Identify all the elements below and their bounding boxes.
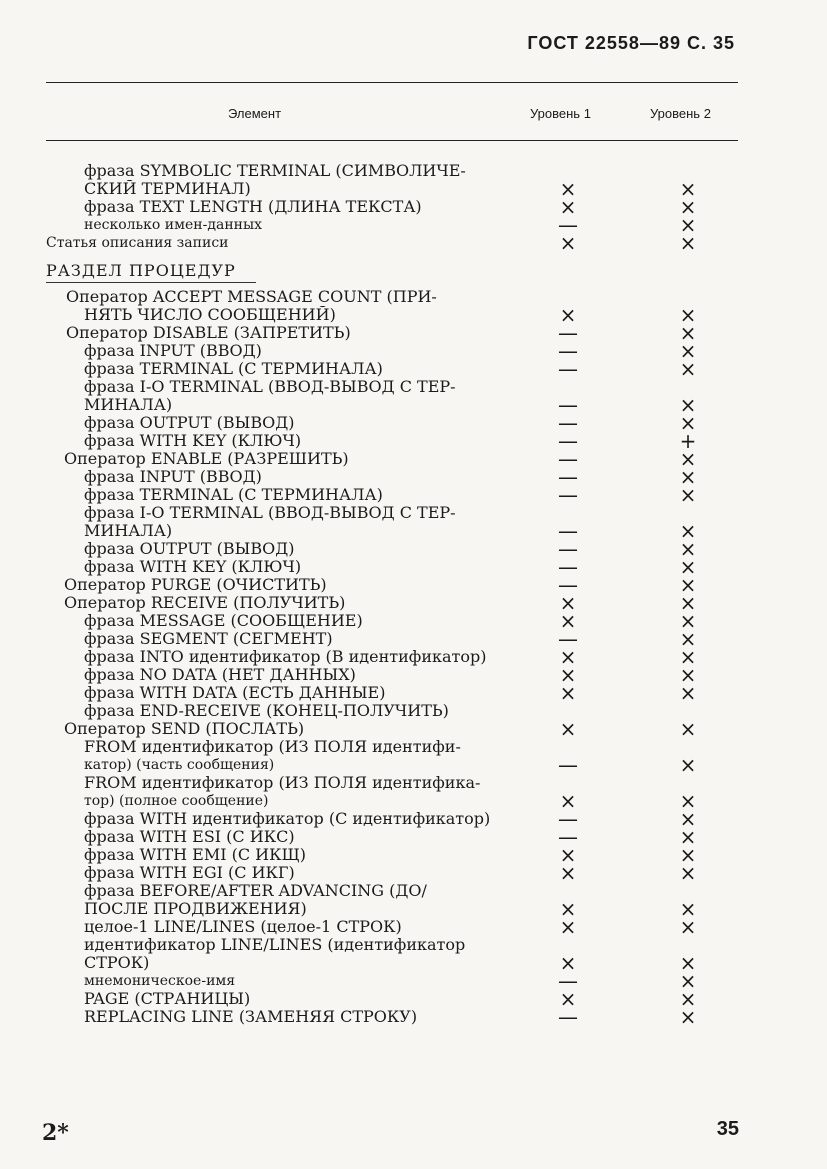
- row-label: фраза INTO идентификатор (В идентификатор): [84, 648, 487, 666]
- level1-mark: ×: [559, 789, 577, 813]
- row-label: фраза TERMINAL (С ТЕРМИНАЛА): [84, 486, 383, 504]
- row-label: целое-1 LINE/LINES (целое-1 СТРОК): [84, 918, 402, 936]
- row-label: фраза INPUT (ВВОД): [84, 342, 262, 360]
- row-label: тор) (полное сообщение): [84, 793, 269, 809]
- table-row: [0, 969, 827, 993]
- level1-mark: —: [558, 555, 578, 579]
- level2-mark: ×: [679, 537, 697, 561]
- table-row: [0, 861, 827, 885]
- row-label: PAGE (СТРАНИЦЫ): [84, 990, 251, 1008]
- level2-mark: ×: [679, 807, 697, 831]
- level1-mark: —: [558, 519, 578, 543]
- level1-mark: —: [558, 969, 578, 993]
- level2-mark: ×: [679, 789, 697, 813]
- table-row: [0, 288, 827, 306]
- level1-mark: ×: [559, 681, 577, 705]
- level1-mark: —: [558, 537, 578, 561]
- table-row: [0, 573, 827, 597]
- table-row: [0, 702, 827, 720]
- level2-mark: ×: [679, 195, 697, 219]
- level1-mark: —: [558, 627, 578, 651]
- row-label: фраза I-O TERMINAL (ВВОД-ВЫВОД С ТЕР-: [84, 378, 456, 396]
- level2-mark: ×: [679, 303, 697, 327]
- level2-mark: ×: [679, 843, 697, 867]
- section-underline: [46, 282, 256, 283]
- level1-mark: ×: [559, 915, 577, 939]
- row-label: фраза WITH EGI (С ИКГ): [84, 864, 295, 882]
- level2-mark: ×: [679, 861, 697, 885]
- level1-mark: ×: [559, 231, 577, 255]
- row-label: СТРОК): [84, 954, 150, 972]
- row-label: фраза OUTPUT (ВЫВОД): [84, 414, 295, 432]
- table-row: [0, 609, 827, 633]
- row-label: идентификатор LINE/LINES (идентификатор: [84, 936, 466, 954]
- row-label: СКИЙ ТЕРМИНАЛ): [84, 180, 251, 198]
- table-row: [0, 303, 827, 327]
- table-row: [0, 774, 827, 792]
- row-label: фраза WITH KEY (КЛЮЧ): [84, 432, 302, 450]
- row-label: несколько имен-данных: [84, 217, 263, 233]
- level2-mark: ×: [679, 627, 697, 651]
- row-label: Оператор SEND (ПОСЛАТЬ): [64, 720, 305, 738]
- row-label: МИНАЛА): [84, 396, 173, 414]
- level1-mark: ×: [559, 663, 577, 687]
- level1-mark: —: [558, 1005, 578, 1029]
- section-title: РАЗДЕЛ ПРОЦЕДУР: [46, 261, 236, 280]
- level2-mark: ×: [679, 357, 697, 381]
- level2-mark: ×: [679, 987, 697, 1011]
- level1-mark: ×: [559, 591, 577, 615]
- table-row: [0, 537, 827, 561]
- level2-mark: ×: [679, 681, 697, 705]
- row-label: Статья описания записи: [46, 235, 229, 251]
- table-row: [0, 213, 827, 237]
- level2-mark: ×: [679, 663, 697, 687]
- table-row: [0, 915, 827, 939]
- level1-mark: ×: [559, 195, 577, 219]
- level2-mark: ×: [679, 339, 697, 363]
- level2-mark: +: [679, 429, 697, 453]
- row-label: Оператор ENABLE (РАЗРЕШИТЬ): [64, 450, 349, 468]
- level2-mark: ×: [679, 969, 697, 993]
- level1-mark: —: [558, 357, 578, 381]
- level1-mark: ×: [559, 897, 577, 921]
- level2-mark: ×: [679, 411, 697, 435]
- level2-mark: ×: [679, 573, 697, 597]
- table-row: [0, 162, 827, 180]
- row-label: FROM идентификатор (ИЗ ПОЛЯ идентифика-: [84, 774, 481, 792]
- level1-mark: —: [558, 573, 578, 597]
- table-row: [0, 378, 827, 396]
- level1-mark: ×: [559, 645, 577, 669]
- level2-mark: ×: [679, 519, 697, 543]
- column-header-element: Элемент: [228, 106, 282, 121]
- table-row: [0, 825, 827, 849]
- table-row: [0, 411, 827, 435]
- level1-mark: ×: [559, 177, 577, 201]
- table-row: [0, 1005, 827, 1029]
- row-label: фраза WITH EMI (С ИКЩ): [84, 846, 307, 864]
- table-row: [0, 681, 827, 705]
- row-label: Оператор ACCEPT MESSAGE COUNT (ПРИ-: [66, 288, 437, 306]
- level1-mark: ×: [559, 861, 577, 885]
- level1-mark: ×: [559, 843, 577, 867]
- level2-mark: ×: [679, 465, 697, 489]
- column-header-level2: Уровень 2: [650, 106, 711, 121]
- table-row: [0, 753, 827, 777]
- row-label: фраза MESSAGE (СООБЩЕНИЕ): [84, 612, 363, 630]
- page-header: ГОСТ 22558—89 С. 35: [527, 33, 735, 53]
- table-row: [0, 789, 827, 813]
- level1-mark: ×: [559, 987, 577, 1011]
- table-row: [0, 951, 827, 975]
- level1-mark: ×: [559, 609, 577, 633]
- row-label: катор) (часть сообщения): [84, 757, 275, 773]
- row-label: фраза SYMBOLIC TERMINAL (СИМВОЛИЧЕ-: [84, 162, 466, 180]
- level1-mark: —: [558, 411, 578, 435]
- table-row: [0, 483, 827, 507]
- level2-mark: ×: [679, 825, 697, 849]
- table-row: [0, 645, 827, 669]
- level1-mark: ×: [559, 717, 577, 741]
- table-row: [0, 504, 827, 522]
- level1-mark: —: [558, 825, 578, 849]
- table-row: [0, 882, 827, 900]
- level1-mark: ×: [559, 951, 577, 975]
- table-row: [0, 591, 827, 615]
- row-label: фраза WITH идентификатор (С идентификатор): [84, 810, 491, 828]
- level1-mark: —: [558, 429, 578, 453]
- row-label: фраза SEGMENT (СЕГМЕНТ): [84, 630, 333, 648]
- row-label: фраза TEXT LENGTH (ДЛИНА ТЕКСТА): [84, 198, 422, 216]
- level2-mark: ×: [679, 1005, 697, 1029]
- level2-mark: ×: [679, 609, 697, 633]
- table-row: [0, 195, 827, 219]
- level2-mark: ×: [679, 591, 697, 615]
- level2-mark: ×: [679, 447, 697, 471]
- level1-mark: —: [558, 321, 578, 345]
- level2-mark: ×: [679, 231, 697, 255]
- table-row: [0, 627, 827, 651]
- level1-mark: —: [558, 393, 578, 417]
- row-label: фраза TERMINAL (С ТЕРМИНАЛА): [84, 360, 383, 378]
- level2-mark: ×: [679, 717, 697, 741]
- table-row: [0, 663, 827, 687]
- row-label: фраза OUTPUT (ВЫВОД): [84, 540, 295, 558]
- column-header-level1: Уровень 1: [530, 106, 591, 121]
- level2-mark: ×: [679, 951, 697, 975]
- table-row: [0, 555, 827, 579]
- level2-mark: ×: [679, 555, 697, 579]
- table-row: [0, 987, 827, 1011]
- level2-mark: ×: [679, 645, 697, 669]
- table-row: [0, 447, 827, 471]
- row-label: фраза WITH ESI (С ИКС): [84, 828, 295, 846]
- table-row: [0, 429, 827, 453]
- row-label: фраза WITH KEY (КЛЮЧ): [84, 558, 302, 576]
- level1-mark: —: [558, 447, 578, 471]
- level2-mark: ×: [679, 483, 697, 507]
- table-row: [0, 177, 827, 201]
- table-row: [0, 717, 827, 741]
- table-row: [0, 339, 827, 363]
- level2-mark: ×: [679, 177, 697, 201]
- level1-mark: —: [558, 753, 578, 777]
- level1-mark: —: [558, 483, 578, 507]
- row-label: фраза BEFORE/AFTER ADVANCING (ДО/: [84, 882, 427, 900]
- level2-mark: ×: [679, 753, 697, 777]
- table-row: [0, 897, 827, 921]
- row-label: НЯТЬ ЧИСЛО СООБЩЕНИЙ): [84, 306, 336, 324]
- level2-mark: ×: [679, 393, 697, 417]
- table-row: [0, 807, 827, 831]
- row-label: ПОСЛЕ ПРОДВИЖЕНИЯ): [84, 900, 307, 918]
- row-label: Оператор DISABLE (ЗАПРЕТИТЬ): [66, 324, 351, 342]
- level2-mark: ×: [679, 213, 697, 237]
- table-row: [0, 393, 827, 417]
- table-row: [0, 357, 827, 381]
- table-row: [0, 936, 827, 954]
- row-label: фраза WITH DATA (ЕСТЬ ДАННЫЕ): [84, 684, 386, 702]
- level1-mark: —: [558, 465, 578, 489]
- top-rule: [46, 82, 738, 83]
- table-row: [0, 738, 827, 756]
- level1-mark: —: [558, 213, 578, 237]
- row-label: фраза INPUT (ВВОД): [84, 468, 262, 486]
- row-label: Оператор PURGE (ОЧИСТИТЬ): [64, 576, 327, 594]
- row-label: МИНАЛА): [84, 522, 173, 540]
- row-label: Оператор RECEIVE (ПОЛУЧИТЬ): [64, 594, 346, 612]
- level1-mark: ×: [559, 303, 577, 327]
- header-rule: [46, 140, 738, 141]
- level2-mark: ×: [679, 915, 697, 939]
- table-row: [0, 231, 827, 255]
- table-row: [0, 465, 827, 489]
- level2-mark: ×: [679, 897, 697, 921]
- row-label: фраза I-O TERMINAL (ВВОД-ВЫВОД С ТЕР-: [84, 504, 456, 522]
- level1-mark: —: [558, 807, 578, 831]
- row-label: фраза END-RECEIVE (КОНЕЦ-ПОЛУЧИТЬ): [84, 702, 449, 720]
- level1-mark: —: [558, 339, 578, 363]
- footer-left: 2*: [42, 1120, 69, 1146]
- level2-mark: ×: [679, 321, 697, 345]
- table-row: [0, 321, 827, 345]
- table-row: [0, 519, 827, 543]
- row-label: фраза NO DATA (НЕТ ДАННЫХ): [84, 666, 356, 684]
- row-label: FROM идентификатор (ИЗ ПОЛЯ идентифи-: [84, 738, 461, 756]
- row-label: мнемоническое-имя: [84, 973, 236, 989]
- table-row: [0, 843, 827, 867]
- footer-page-number: 35: [716, 1118, 739, 1140]
- row-label: REPLACING LINE (ЗАМЕНЯЯ СТРОКУ): [84, 1008, 418, 1026]
